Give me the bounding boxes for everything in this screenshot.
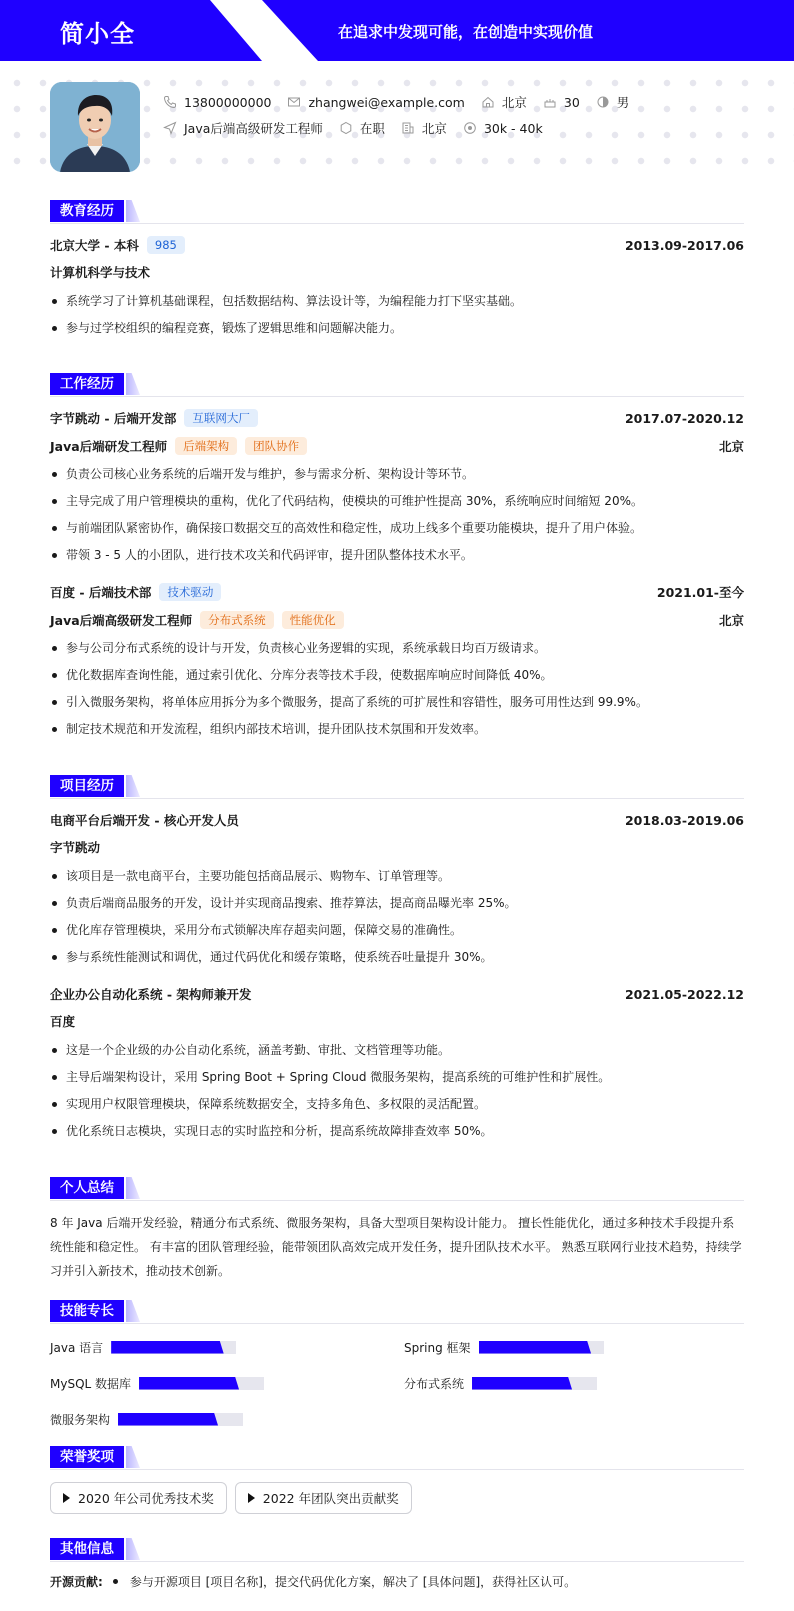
- list-item: 这是一个企业级的办公自动化系统，涵盖考勤、审批、文档管理等功能。: [50, 1037, 744, 1064]
- bullet-dot: [113, 1579, 118, 1584]
- section-label: 项目经历: [50, 775, 124, 797]
- section-title-skills: [50, 1300, 744, 1324]
- header-slogan: 在追求中发现可能，在创造中实现价值: [338, 23, 594, 41]
- expected-city-value: 北京: [421, 121, 447, 136]
- section-label: 教育经历: [50, 200, 124, 222]
- status-value: 在职: [359, 121, 385, 136]
- company-tag: 互联网大厂: [184, 409, 258, 427]
- project-item-header: [50, 809, 744, 831]
- section-title-education: [50, 200, 744, 224]
- education-section: [50, 200, 744, 342]
- work-role-row: [50, 609, 744, 631]
- role-name: Java后端高级研发工程师: [50, 613, 193, 628]
- skill-bar-fill: [118, 1413, 218, 1426]
- profile-contact-line: [163, 93, 645, 111]
- section-title-projects: [50, 775, 744, 799]
- skill-item: [404, 1336, 744, 1358]
- skills-section: [50, 1300, 744, 1430]
- summary-section: [50, 1177, 744, 1283]
- list-item: 主导完成了用户管理模块的重构，优化了代码结构，使模块的可维护性提高 30%，系统响应时间缩短 20%。: [50, 488, 744, 515]
- skill-bar: [139, 1377, 264, 1390]
- award-item[interactable]: [235, 1482, 412, 1514]
- salary-value: 30k - 40k: [483, 120, 543, 136]
- profile-expected-city: [401, 119, 447, 137]
- skill-bar-fill: [472, 1377, 572, 1390]
- list-item: 实现用户权限管理模块，保障系统数据安全，支持多角色、多权限的灵活配置。: [50, 1091, 744, 1118]
- list-item: 制定技术规范和开发流程，组织内部技术培训，提升团队技术氛围和开发效率。: [50, 716, 744, 743]
- work-location: 北京: [718, 613, 744, 628]
- profile-position: [163, 119, 323, 137]
- skill-name: Java 语言: [50, 1340, 104, 1355]
- send-icon: [163, 121, 177, 135]
- home-icon: [481, 95, 495, 109]
- age-value: 30: [563, 94, 580, 110]
- email-value: zhangwei@example.com: [308, 94, 465, 110]
- resume-header: [0, 0, 794, 64]
- section-title-work: [50, 373, 744, 397]
- city-value: 北京: [501, 95, 527, 110]
- play-icon: [248, 1493, 255, 1503]
- list-item: 参与过学校组织的编程竞赛，锻炼了逻辑思维和问题解决能力。: [50, 315, 744, 342]
- awards-section: [50, 1446, 744, 1514]
- project-bullets: [50, 1037, 744, 1145]
- work-role-row: [50, 435, 744, 457]
- work-item-header: [50, 407, 744, 429]
- projects-section: [50, 775, 744, 1145]
- list-item: 系统学习了计算机基础课程，包括数据结构、算法设计等，为编程能力打下坚实基础。: [50, 288, 744, 315]
- role-name: Java后端研发工程师: [50, 439, 168, 454]
- other-section: [50, 1538, 744, 1592]
- project-bullets: [50, 863, 744, 971]
- section-label: 其他信息: [50, 1538, 124, 1560]
- company-tag: 技术驱动: [159, 583, 221, 601]
- skill-bar: [118, 1413, 243, 1426]
- other-text: 参与开源项目 [项目名称]，提交代码优化方案，解决了 [具体问题]，获得社区认可。: [129, 1574, 577, 1589]
- section-title-other: [50, 1538, 744, 1562]
- skill-item: [50, 1408, 404, 1430]
- award-item[interactable]: [50, 1482, 227, 1514]
- skill-bar: [479, 1341, 604, 1354]
- profile-section: [0, 64, 794, 174]
- company-name: 字节跳动 - 后端开发部: [50, 411, 177, 426]
- skill-item: [50, 1336, 404, 1358]
- age-icon: [543, 95, 557, 109]
- list-item: 负责公司核心业务系统的后端开发与维护，参与需求分析、架构设计等环节。: [50, 461, 744, 488]
- building-icon: [401, 121, 415, 135]
- list-item: 优化系统日志模块，实现日志的实时监控和分析，提高系统故障排查效率 50%。: [50, 1118, 744, 1145]
- skill-name: Spring 框架: [404, 1340, 471, 1355]
- skill-bar-fill: [479, 1341, 592, 1354]
- skill-bar: [472, 1377, 597, 1390]
- role-tag: 团队协作: [245, 437, 307, 455]
- skill-item: [50, 1372, 404, 1394]
- education-item-header: [50, 234, 744, 256]
- list-item: 引入微服务架构，将单体应用拆分为多个微服务，提高了系统的可扩展性和容错性，服务可用性达到 99.9%。: [50, 689, 744, 716]
- profile-email: [287, 95, 464, 110]
- awards-list: [50, 1482, 744, 1514]
- project-date: 2021.05-2022.12: [624, 986, 744, 1002]
- salary-icon: [463, 121, 477, 135]
- section-label: 荣誉奖项: [50, 1446, 124, 1468]
- school-name: 北京大学 - 本科: [50, 238, 139, 253]
- play-icon: [63, 1493, 70, 1503]
- skill-name: MySQL 数据库: [50, 1376, 132, 1391]
- list-item: 该项目是一款电商平台，主要功能包括商品展示、购物车、订单管理等。: [50, 863, 744, 890]
- list-item: 与前端团队紧密协作，确保接口数据交互的高效性和稳定性，成功上线多个重要功能模块，提升了用户体验。: [50, 515, 744, 542]
- phone-value: 13800000000: [184, 94, 272, 110]
- skill-bar-fill: [111, 1341, 224, 1354]
- profile-status: [339, 119, 385, 137]
- project-name: 企业办公自动化系统 - 架构师兼开发: [50, 987, 252, 1002]
- skill-name: 分布式系统: [404, 1376, 465, 1391]
- avatar-portrait-icon: [50, 82, 140, 172]
- work-date: 2017.07-2020.12: [624, 410, 744, 426]
- section-title-awards: [50, 1446, 744, 1470]
- work-bullets: [50, 635, 744, 743]
- section-title-summary: [50, 1177, 744, 1201]
- summary-text: 8 年 Java 后端开发经验，精通分布式系统、微服务架构，具备大型项目架构设计能力。 擅长性能优化，通过多种技术手段提升系统性能和稳定性。 有丰富的团队管理经验，能带领团队高效完成开发任务，提升团队技术水平。 熟悉互联网行业技术趋势，持续学习并引入新技术，推动技术创新。: [50, 1216, 742, 1278]
- profile-job-line: [163, 119, 559, 137]
- skill-bar: [111, 1341, 236, 1354]
- project-date: 2018.03-2019.06: [624, 812, 744, 828]
- education-major: 计算机科学与技术: [50, 265, 151, 280]
- list-item: 优化数据库查询性能，通过索引优化、分库分表等技术手段，使数据库响应时间降低 40%。: [50, 662, 744, 689]
- work-section: [50, 373, 744, 743]
- profile-city: [481, 93, 527, 111]
- skill-bar-fill: [139, 1377, 239, 1390]
- skill-item: [404, 1372, 744, 1394]
- award-label: 2022 年团队突出贡献奖: [262, 1491, 399, 1506]
- profile-salary: [463, 121, 543, 136]
- avatar: [50, 82, 140, 172]
- project-item-header: [50, 983, 744, 1005]
- skill-name: 微服务架构: [50, 1412, 111, 1427]
- work-location: 北京: [718, 439, 744, 454]
- section-label: 工作经历: [50, 373, 124, 395]
- gender-icon: [596, 95, 610, 109]
- phone-icon: [163, 95, 177, 109]
- role-tag: 分布式系统: [200, 611, 274, 629]
- list-item: 参与公司分布式系统的设计与开发，负责核心业务逻辑的实现，系统承载日均百万级请求。: [50, 635, 744, 662]
- list-item: 主导后端架构设计，采用 Spring Boot + Spring Cloud 微服务架构，提高系统的可维护性和扩展性。: [50, 1064, 744, 1091]
- section-label: 技能专长: [50, 1300, 124, 1322]
- project-org: 字节跳动: [50, 840, 101, 855]
- role-tag: 性能优化: [282, 611, 344, 629]
- school-tag: 985: [147, 236, 185, 254]
- section-label: 个人总结: [50, 1177, 124, 1199]
- project-org: 百度: [50, 1014, 76, 1029]
- profile-age: [543, 95, 580, 110]
- project-name: 电商平台后端开发 - 核心开发人员: [50, 813, 239, 828]
- status-icon: [339, 121, 353, 135]
- education-bullets: [50, 288, 744, 342]
- work-item-header: [50, 581, 744, 603]
- profile-gender: [596, 93, 630, 111]
- award-label: 2020 年公司优秀技术奖: [78, 1491, 214, 1506]
- list-item: 负责后端商品服务的开发，设计并实现商品搜索、推荐算法，提高商品曝光率 25%。: [50, 890, 744, 917]
- other-item: [50, 1570, 744, 1592]
- candidate-name: 简小全: [60, 20, 135, 48]
- position-value: Java后端高级研发工程师: [184, 121, 323, 136]
- work-bullets: [50, 461, 744, 569]
- gender-value: 男: [616, 95, 630, 110]
- mail-icon: [287, 95, 301, 109]
- list-item: 参与系统性能测试和调优，通过代码优化和缓存策略，使系统吞吐量提升 30%。: [50, 944, 744, 971]
- company-name: 百度 - 后端技术部: [50, 585, 152, 600]
- education-date: 2013.09-2017.06: [624, 237, 744, 253]
- profile-phone: [163, 95, 271, 110]
- skills-grid: [50, 1336, 744, 1430]
- other-label: 开源贡献:: [50, 1574, 103, 1589]
- list-item: 带领 3 - 5 人的小团队，进行技术攻关和代码评审，提升团队整体技术水平。: [50, 542, 744, 569]
- role-tag: 后端架构: [175, 437, 237, 455]
- work-date: 2021.01-至今: [656, 585, 744, 600]
- list-item: 优化库存管理模块，采用分布式锁解决库存超卖问题，保障交易的准确性。: [50, 917, 744, 944]
